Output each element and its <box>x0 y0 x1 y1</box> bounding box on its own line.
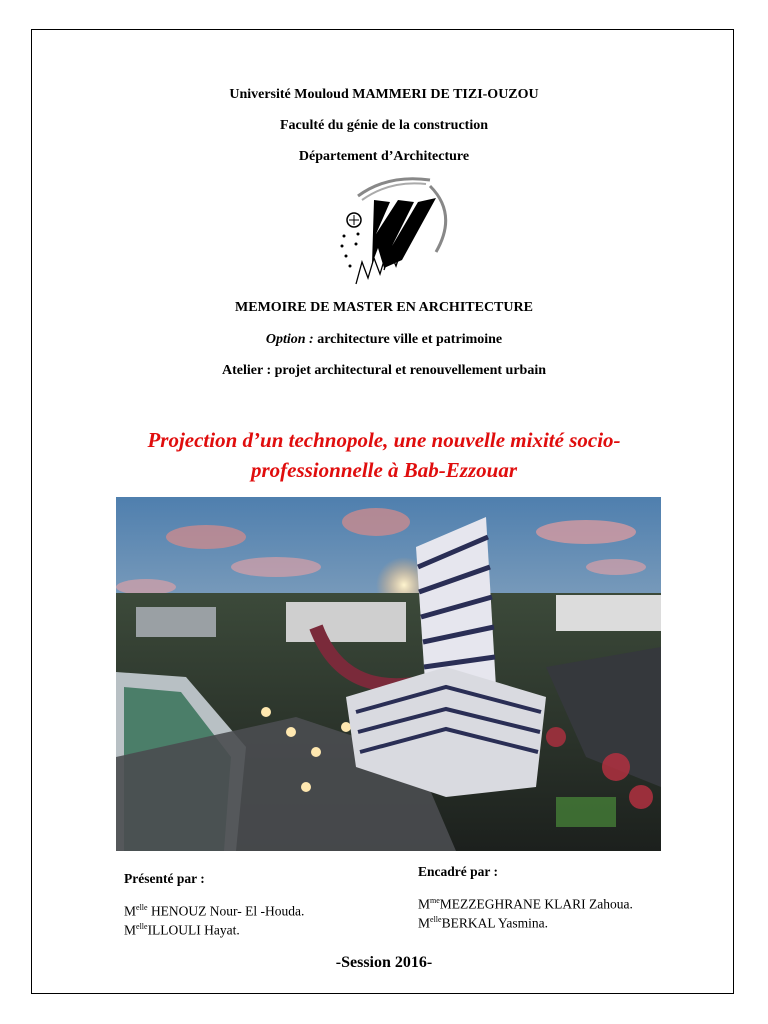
atelier-line: Atelier : projet architectural et renouvellement urbain <box>222 363 546 378</box>
project-title-line-2: professionnelle à Bab-Ezzouar <box>250 458 518 482</box>
supervisor-1: $M^{me}MEZZEGHRANE$ KLARI Zahoua. <box>418 896 633 912</box>
university-name: Université Mouloud MAMMERI DE TIZI-OUZOU <box>229 87 539 102</box>
department-name: Département d’Architecture <box>298 149 470 164</box>
author-2: $M^{elle}ILLOULI$ Hayat. <box>124 922 240 938</box>
option-line <box>0 332 768 348</box>
supervisor-2: $M^{elle}BERKAL$ Yasmina. <box>418 915 548 931</box>
session-year: -Session 2016- <box>335 954 433 971</box>
presented-by-label: Présenté par : <box>124 871 205 886</box>
faculty-name: Faculté du génie de la construction <box>279 118 489 133</box>
project-title-line-1: Projection d’un technopole, une nouvelle mixité socio- <box>147 428 621 452</box>
university-logo-icon <box>318 174 458 286</box>
project-rendering-image <box>116 497 661 851</box>
author-1: $M^{elle}$ HENOUZ Nour- El -Houda. <box>124 903 305 919</box>
memoire-title: MEMOIRE DE MASTER EN ARCHITECTURE <box>235 300 533 315</box>
option-value: architecture ville et patrimoine <box>313 332 503 347</box>
supervised-by-label: Encadré par : <box>418 864 498 879</box>
option-label: Option : <box>265 332 314 347</box>
